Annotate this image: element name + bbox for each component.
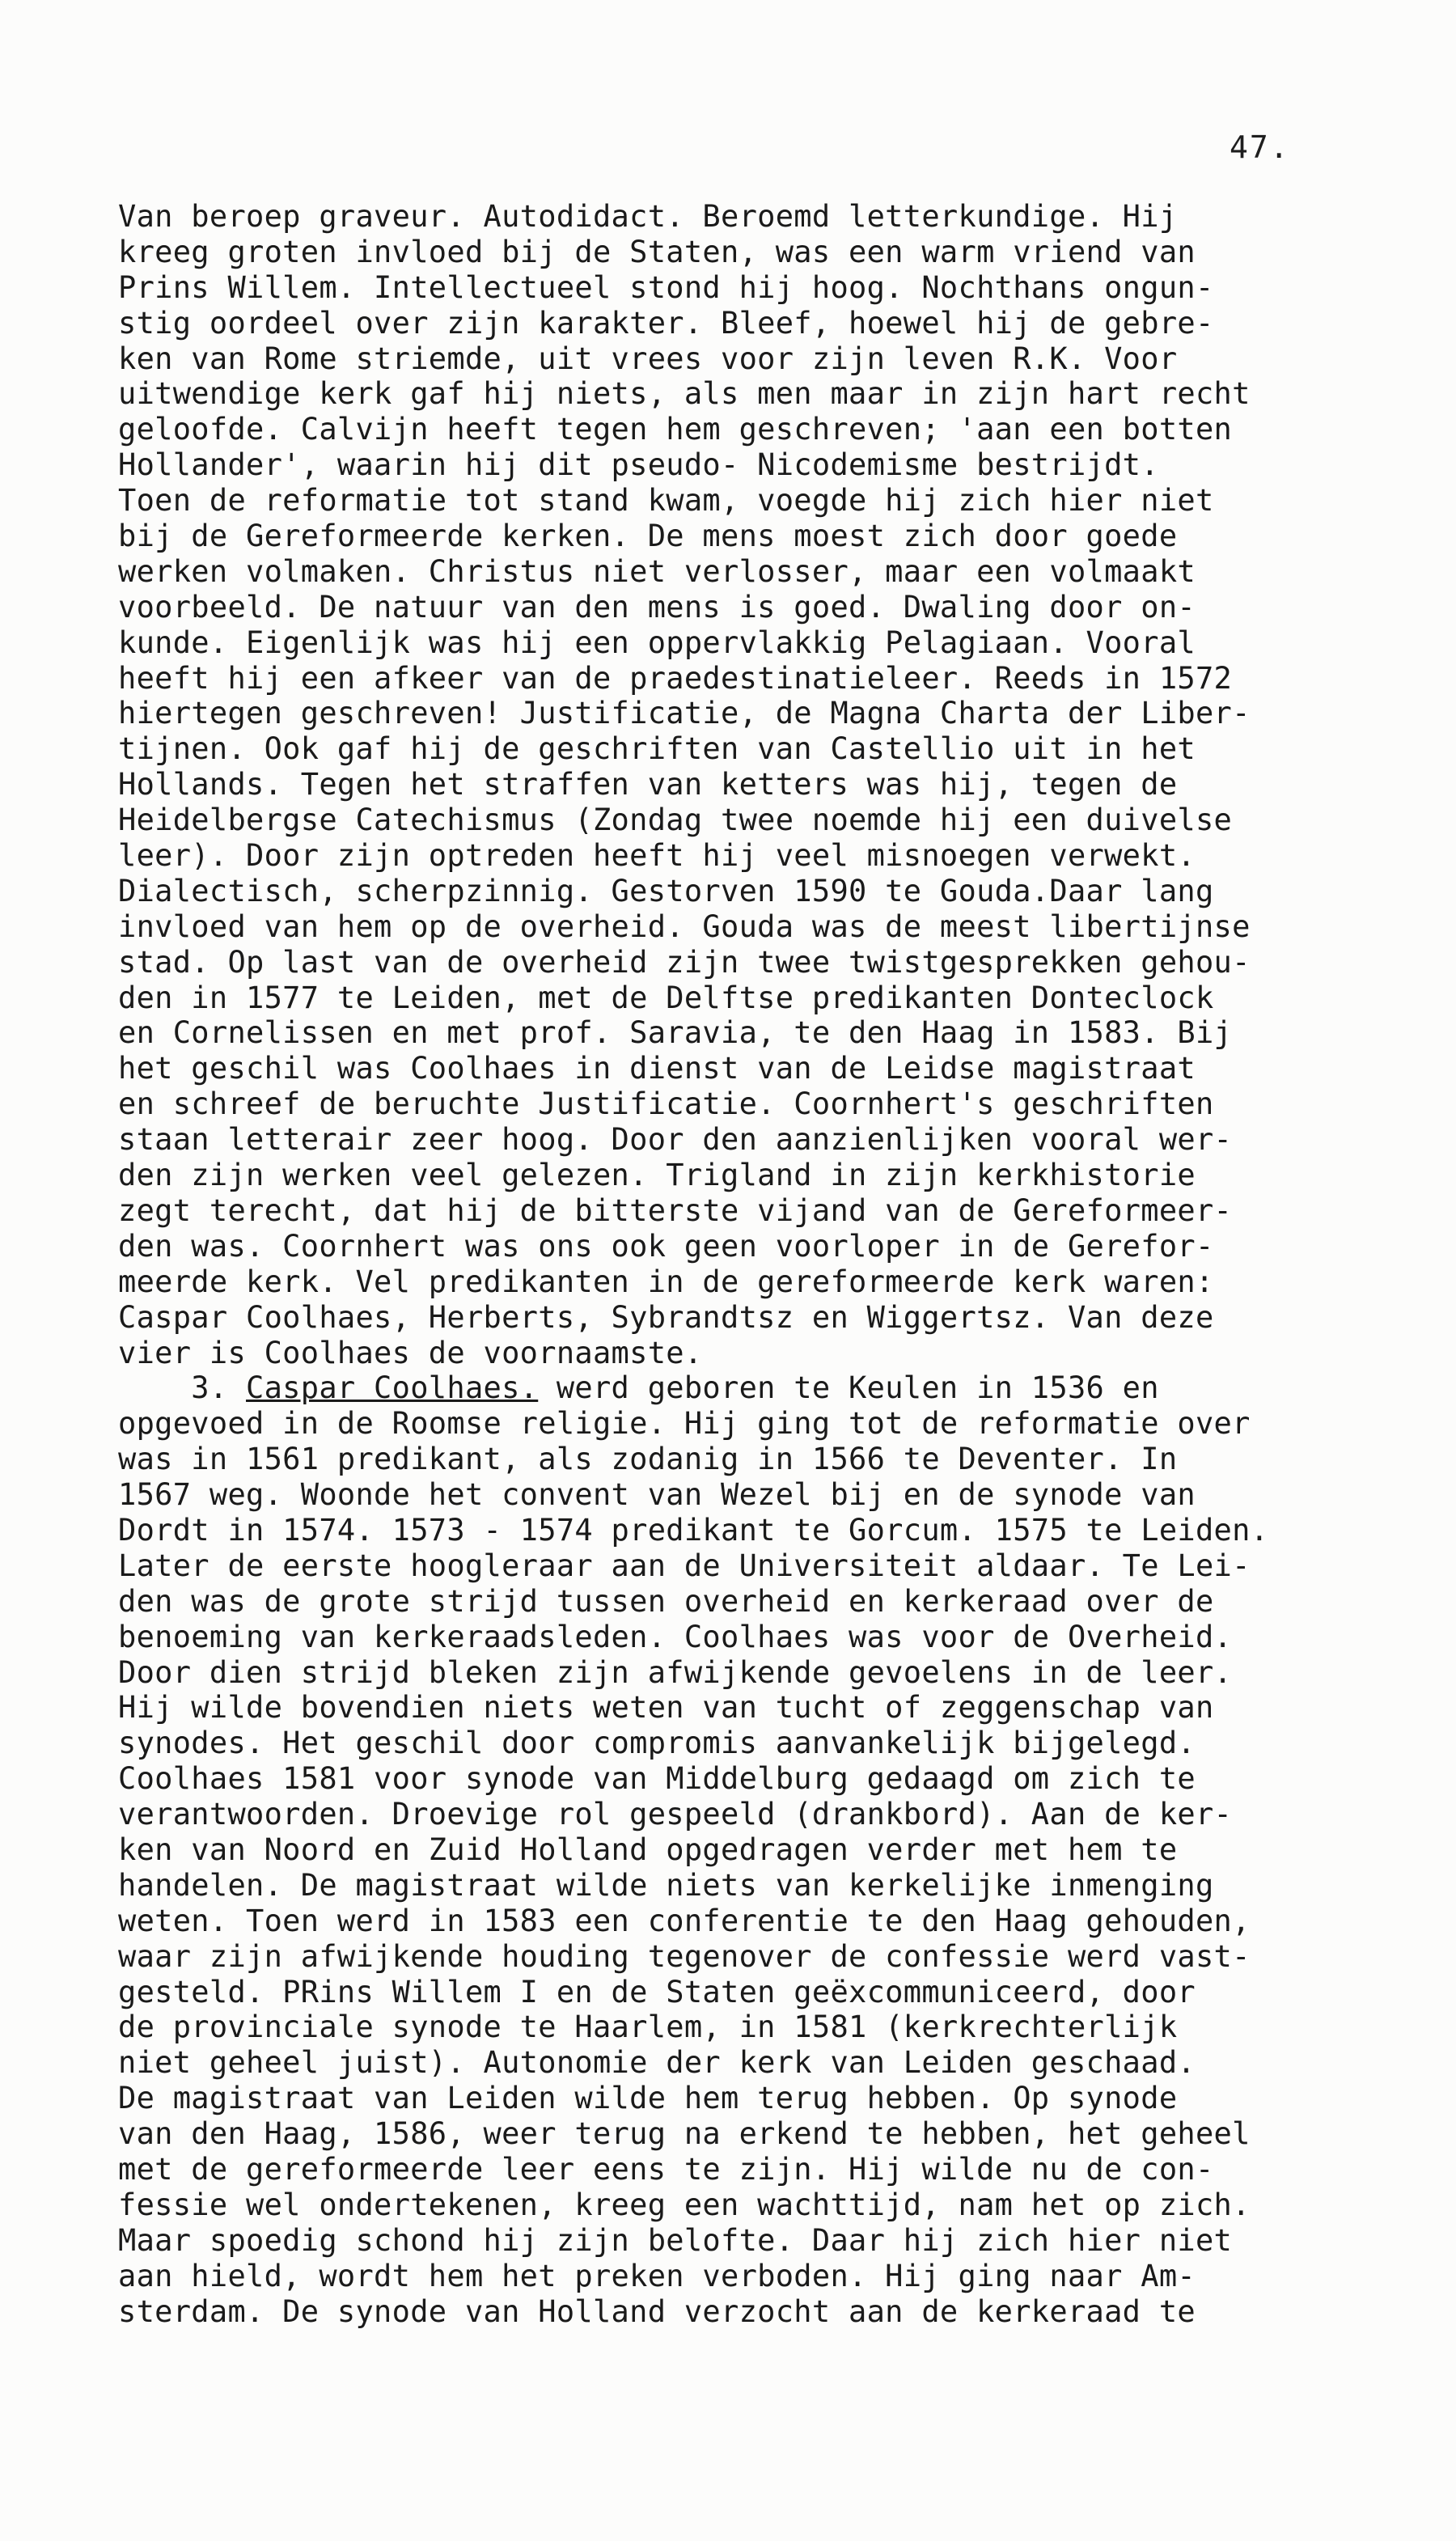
text-line: Dialectisch, scherpzinnig. Gestorven 1590 te Gouda.Daar lang [118, 873, 1214, 908]
text-line: ken van Noord en Zuid Holland opgedragen verder met hem te [118, 1832, 1178, 1867]
section-number: 3. [118, 1370, 247, 1406]
text-line: Door dien strijd bleken zijn afwijkende gevoelens in de leer. [118, 1654, 1233, 1690]
text-line: de provinciale synode te Haarlem, in 1581 (kerkrechterlijk [118, 2010, 1178, 2045]
text-line: Hij wilde bovendien niets weten van tucht of zeggenschap van [118, 1690, 1214, 1726]
text-line: handelen. De magistraat wilde niets van kerkelijke inmenging [118, 1867, 1214, 1903]
text-line: synodes. Het geschil door compromis aanvankelijk bijgelegd. [118, 1726, 1196, 1761]
text-line: Toen de reformatie tot stand kwam, voegde hij zich hier niet [118, 483, 1214, 519]
text-line: zegt terecht, dat hij de bitterste vijand van de Gereformeer- [118, 1192, 1233, 1228]
page-number: 47. [1230, 129, 1290, 165]
text-line: opgevoed in de Roomse religie. Hij ging tot de reformatie over [118, 1406, 1251, 1442]
text-line: Van beroep graveur. Autodidact. Beroemd letterkundige. Hij [118, 199, 1178, 234]
text-line: stig oordeel over zijn karakter. Bleef, hoewel hij de gebre- [118, 305, 1214, 341]
section-heading-line [118, 1370, 1388, 1406]
text-line: meerde kerk. Vel predikanten in de gereformeerde kerk waren: [118, 1264, 1214, 1299]
text-line: Coolhaes 1581 voor synode van Middelburg gedaagd om zich te [118, 1761, 1196, 1797]
text-line: tijnen. Ook gaf hij de geschriften van Castellio uit in het [118, 731, 1196, 767]
text-line: vier is Coolhaes de voornaamste. [118, 1335, 703, 1370]
text-line: en Cornelissen en met prof. Saravia, te den Haag in 1583. Bij [118, 1015, 1233, 1051]
text-line: bij de Gereformeerde kerken. De mens moest zich door goede [118, 519, 1178, 554]
text-line: den zijn werken veel gelezen. Trigland in zijn kerkhistorie [118, 1158, 1196, 1193]
text-line: staan letterair zeer hoog. Door den aanzienlijken vooral wer- [118, 1122, 1233, 1158]
text-line: uitwendige kerk gaf hij niets, als men maar in zijn hart recht [118, 376, 1251, 412]
text-line: den was de grote strijd tussen overheid en kerkeraad over de [118, 1583, 1214, 1619]
text-line: het geschil was Coolhaes in dienst van de Leidse magistraat [118, 1051, 1196, 1086]
text-line: niet geheel juist). Autonomie der kerk van Leiden geschaad. [118, 2045, 1196, 2081]
text-line: kreeg groten invloed bij de Staten, was een warm vriend van [118, 234, 1196, 269]
text-line: invloed van hem op de overheid. Gouda was de meest libertijnse [118, 908, 1251, 944]
text-line: hiertegen geschreven! Justificatie, de Magna Charta der Liber- [118, 696, 1251, 731]
text-line: waar zijn afwijkende houding tegenover de confessie werd vast- [118, 1938, 1251, 1974]
text-line: aan hield, wordt hem het preken verboden. Hij ging naar Am- [118, 2258, 1196, 2293]
text-line: weten. Toen werd in 1583 een conferentie te den Haag gehouden, [118, 1903, 1251, 1938]
text-line: was in 1561 predikant, als zodanig in 1566 te Deventer. In [118, 1442, 1178, 1477]
text-line: Later de eerste hoogleraar aan de Universiteit aldaar. Te Lei- [118, 1548, 1251, 1583]
text-line: met de gereformeerde leer eens te zijn. Hij wilde nu de con- [118, 2151, 1214, 2187]
text-line: kunde. Eigenlijk was hij een oppervlakkig Pelagiaan. Vooral [118, 625, 1196, 660]
section-heading-rest: werd geboren te Keulen in 1536 en [538, 1370, 1159, 1406]
text-line: Caspar Coolhaes, Herberts, Sybrandtsz en Wiggertsz. Van deze [118, 1299, 1214, 1335]
text-line: van den Haag, 1586, weer terug na erkend te hebben, het geheel [118, 2116, 1251, 2152]
text-line: Hollands. Tegen het straffen van ketters was hij, tegen de [118, 767, 1178, 803]
text-line: sterdam. De synode van Holland verzocht aan de kerkeraad te [118, 2293, 1196, 2329]
text-line: den was. Coornhert was ons ook geen voorloper in de Gerefor- [118, 1228, 1214, 1264]
text-line: voorbeeld. De natuur van den mens is goed. Dwaling door on- [118, 589, 1196, 625]
text-line: leer). Door zijn optreden heeft hij veel misnoegen verwekt. [118, 838, 1196, 874]
text-line: Hollander', waarin hij dit pseudo- Nicodemisme bestrijdt. [118, 447, 1159, 483]
text-line: verantwoorden. Droevige rol gespeeld (drankbord). Aan de ker- [118, 1797, 1233, 1832]
text-line: gesteld. PRins Willem I en de Staten geëxcommuniceerd, door [118, 1974, 1196, 2010]
section-heading-name: Caspar Coolhaes. [246, 1370, 539, 1406]
body-text [118, 199, 1388, 2329]
text-line: en schreef de beruchte Justificatie. Coornhert's geschriften [118, 1086, 1214, 1122]
text-line: Dordt in 1574. 1573 - 1574 predikant te Gorcum. 1575 te Leiden. [118, 1512, 1269, 1548]
text-line: werken volmaken. Christus niet verlosser, maar een volmaakt [118, 553, 1196, 589]
text-line: 1567 weg. Woonde het convent van Wezel bij en de synode van [118, 1477, 1196, 1513]
text-line: De magistraat van Leiden wilde hem terug hebben. Op synode [118, 2081, 1178, 2116]
text-line: ken van Rome striemde, uit vrees voor zijn leven R.K. Voor [118, 341, 1178, 376]
text-line: den in 1577 te Leiden, met de Delftse predikanten Donteclock [118, 980, 1214, 1015]
text-line: geloofde. Calvijn heeft tegen hem geschreven; 'aan een botten [118, 412, 1233, 447]
text-line: Maar spoedig schond hij zijn belofte. Daar hij zich hier niet [118, 2222, 1233, 2258]
text-line: heeft hij een afkeer van de praedestinatieleer. Reeds in 1572 [118, 660, 1233, 696]
text-line: stad. Op last van de overheid zijn twee twistgesprekken gehou- [118, 944, 1251, 980]
text-line: Prins Willem. Intellectueel stond hij hoog. Nochthans ongun- [118, 269, 1214, 305]
text-line: benoeming van kerkeraadsleden. Coolhaes was voor de Overheid. [118, 1619, 1233, 1654]
text-line: fessie wel ondertekenen, kreeg een wachttijd, nam het op zich. [118, 2187, 1251, 2222]
text-line: Heidelbergse Catechismus (Zondag twee noemde hij een duivelse [118, 803, 1233, 838]
